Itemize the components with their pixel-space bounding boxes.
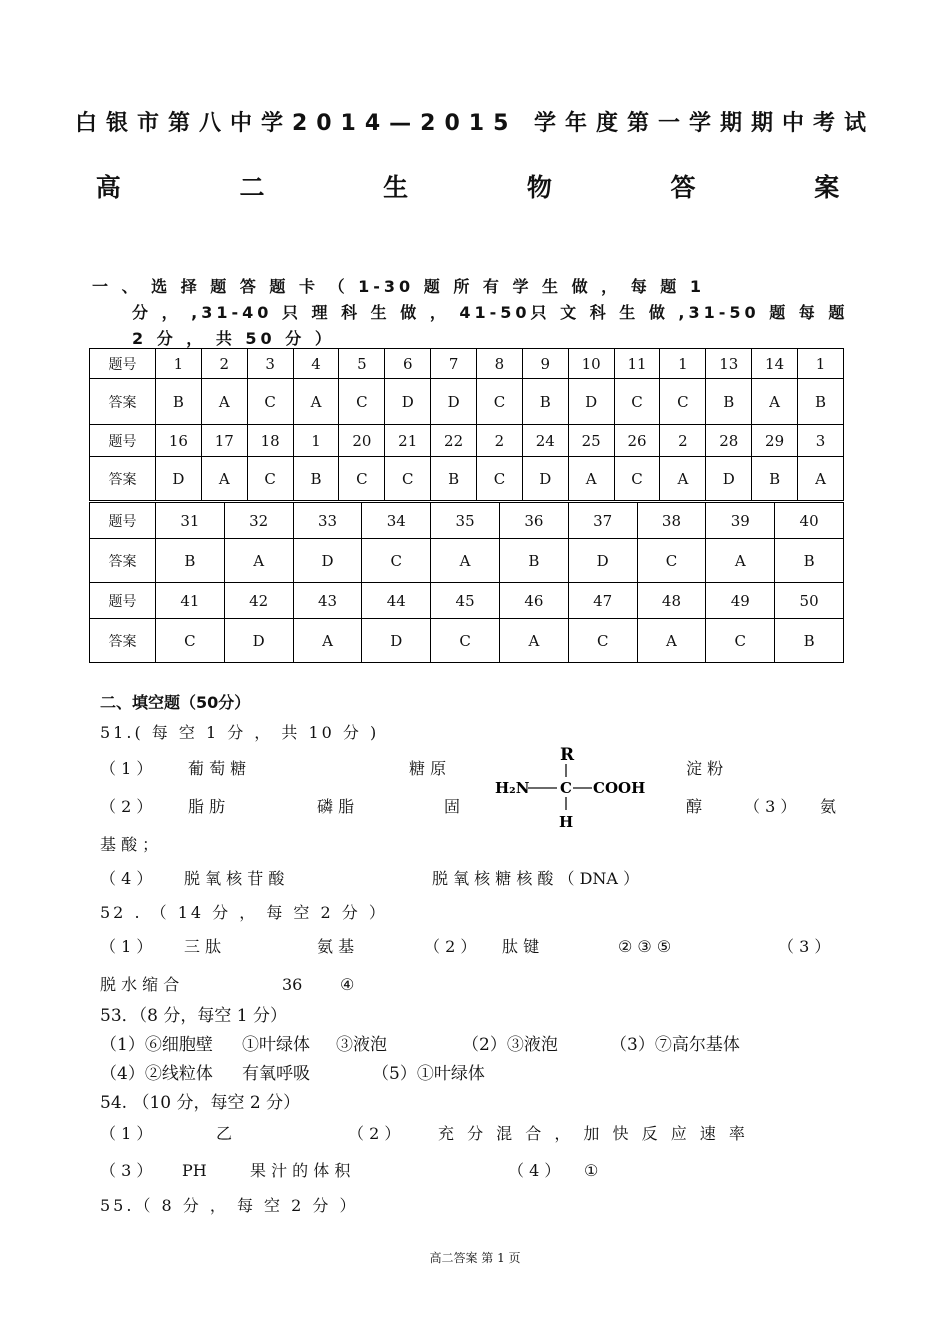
question-number-cell: 17 (201, 425, 247, 457)
row-label: 答案 (90, 379, 156, 425)
question-answer-cell: B (706, 379, 752, 425)
q53-line2-b: 有氧呼吸 (242, 1064, 310, 1084)
question-answer-cell: A (201, 379, 247, 425)
question-number-cell: 10 (568, 349, 614, 379)
question-answer-cell: C (385, 457, 431, 501)
q51-answer-sterol-part1: 固 (444, 797, 461, 816)
section1-heading-line1: 一 、 选 择 题 答 题 卡 （ 1-30 题 所 有 学 生 做 ， 每 题 1 (92, 277, 706, 296)
q53-line1-e: （3）⑦高尔基体 (610, 1035, 740, 1055)
question-number-cell: 37 (568, 503, 637, 539)
question-number-cell: 14 (752, 349, 798, 379)
table-row (90, 539, 844, 583)
question-answer-cell: A (201, 457, 247, 501)
answer-table-1-30 (89, 348, 844, 501)
q53-line1-a: （1）⑥细胞壁 (100, 1035, 213, 1055)
question-answer-cell: C (614, 379, 660, 425)
question-number-cell: 29 (752, 425, 798, 457)
question-answer-cell: A (568, 457, 614, 501)
q51-answer-fat: 脂 肪 (188, 797, 226, 816)
question-answer-cell: C (431, 619, 500, 663)
question-number-cell: 21 (385, 425, 431, 457)
question-number-cell: 33 (293, 503, 362, 539)
question-number-cell: 7 (431, 349, 477, 379)
q52-answer-amino-group: 氨 基 (317, 937, 355, 956)
question-number-cell: 26 (614, 425, 660, 457)
question-answer-cell: C (614, 457, 660, 501)
question-answer-cell: C (660, 379, 706, 425)
q55-heading: 55.（ 8 分 ， 每 空 2 分 ） (100, 1196, 359, 1215)
question-answer-cell: B (752, 457, 798, 501)
question-number-cell: 9 (522, 349, 568, 379)
question-answer-cell: D (568, 379, 614, 425)
table-row (90, 583, 844, 619)
q52-answer-tripeptide: 三 肽 (184, 937, 222, 956)
question-answer-cell: A (706, 539, 775, 583)
question-number-cell: 44 (362, 583, 431, 619)
section1-heading-line2: 分 ， ,31-40 只 理 科 生 做 ， 41-50只 文 科 生 做 ,31-50 题 每 题 (132, 303, 849, 322)
row-label: 题号 (90, 583, 156, 619)
q51-answer-amino-part1: 氨 (820, 797, 837, 816)
question-number-cell: 25 (568, 425, 614, 457)
question-number-cell: 50 (775, 583, 844, 619)
q53-line1-b: ①叶绿体 (242, 1035, 310, 1055)
q53-line1-c: ③液泡 (336, 1035, 387, 1055)
question-answer-cell: D (362, 619, 431, 663)
q51-answer-glycogen: 糖 原 (409, 759, 447, 778)
q54-answer-ph: PH (182, 1161, 207, 1180)
q51-answer-glucose: 葡 萄 糖 (188, 759, 247, 778)
answer-table-31-50 (89, 502, 844, 663)
question-number-cell: 8 (477, 349, 523, 379)
question-answer-cell: A (293, 619, 362, 663)
question-answer-cell: B (156, 379, 202, 425)
question-answer-cell: B (775, 619, 844, 663)
question-number-cell: 2 (477, 425, 523, 457)
question-number-cell: 16 (156, 425, 202, 457)
question-number-cell: 48 (637, 583, 706, 619)
question-number-cell: 3 (798, 425, 844, 457)
question-answer-cell: D (522, 457, 568, 501)
q51-answer-starch: 淀 粉 (686, 759, 724, 778)
question-answer-cell: C (477, 379, 523, 425)
q52-answer-positions: ② ③ ⑤ (618, 937, 672, 956)
question-number-cell: 45 (431, 583, 500, 619)
table-row (90, 503, 844, 539)
question-number-cell: 1 (798, 349, 844, 379)
question-answer-cell: C (362, 539, 431, 583)
question-answer-cell: C (706, 619, 775, 663)
question-answer-cell: C (477, 457, 523, 501)
question-number-cell: 22 (431, 425, 477, 457)
row-label: 答案 (90, 619, 156, 663)
formula-carboxyl-group: COOH (593, 779, 646, 797)
question-answer-cell: C (339, 457, 385, 501)
q51-line2-num3: （ 3 ） (744, 797, 797, 816)
question-answer-cell: D (568, 539, 637, 583)
question-answer-cell: D (224, 619, 293, 663)
question-answer-cell: B (156, 539, 225, 583)
q54-line1-num2: （ 2 ） (348, 1124, 401, 1143)
question-answer-cell: C (339, 379, 385, 425)
q53-line2-a: （4）②线粒体 (100, 1064, 213, 1084)
question-answer-cell: B (522, 379, 568, 425)
question-number-cell: 28 (706, 425, 752, 457)
q51-answer-dna: 脱 氧 核 糖 核 酸 （ DNA ） (432, 869, 640, 888)
question-answer-cell: B (499, 539, 568, 583)
row-label: 题号 (90, 503, 156, 539)
question-answer-cell: C (568, 619, 637, 663)
section1-heading (92, 274, 852, 352)
page-footer: 高二答案 第 1 页 (429, 1251, 521, 1265)
question-number-cell: 43 (293, 583, 362, 619)
question-answer-cell: A (431, 539, 500, 583)
q52-answer-4: ④ (340, 975, 355, 994)
question-number-cell: 2 (660, 425, 706, 457)
q51-answer-sterol-part2: 醇 (686, 797, 703, 816)
formula-r-group: R (560, 745, 575, 765)
q52-answer-dehydration: 脱 水 缩 合 (100, 975, 180, 994)
question-answer-cell: A (637, 619, 706, 663)
row-label: 答案 (90, 457, 156, 501)
formula-alpha-carbon: C (560, 779, 572, 797)
question-number-cell: 6 (385, 349, 431, 379)
question-number-cell: 46 (499, 583, 568, 619)
q51-heading: 51.( 每 空 1 分 ， 共 10 分 ) (100, 723, 380, 742)
table-row (90, 457, 844, 501)
question-number-cell: 40 (775, 503, 844, 539)
q54-answer-1: ① (584, 1161, 599, 1180)
question-answer-cell: C (637, 539, 706, 583)
question-number-cell: 41 (156, 583, 225, 619)
question-number-cell: 49 (706, 583, 775, 619)
section1-heading-line3: 2 分 ， 共 50 分 ） (132, 329, 335, 348)
question-number-cell: 38 (637, 503, 706, 539)
q52-line1-num3: （ 3 ） (778, 937, 831, 956)
question-answer-cell: A (499, 619, 568, 663)
q51-answer-phospholipid: 磷 脂 (317, 797, 355, 816)
question-number-cell: 2 (201, 349, 247, 379)
q54-answer-mix: 充 分 混 合 ， 加 快 反 应 速 率 (438, 1124, 749, 1143)
question-answer-cell: B (431, 457, 477, 501)
q52-answer-peptide-bond: 肽 键 (502, 937, 540, 956)
document-title: 白银市第八中学2014—2015 学年度第一学期期中考试 (74, 111, 876, 136)
question-number-cell: 35 (431, 503, 500, 539)
section2-heading: 二、填空题（50分） (100, 693, 251, 712)
question-number-cell: 13 (706, 349, 752, 379)
question-number-cell: 20 (339, 425, 385, 457)
q54-line2-num4: （ 4 ） (508, 1161, 561, 1180)
question-number-cell: 39 (706, 503, 775, 539)
question-answer-cell: D (385, 379, 431, 425)
question-answer-cell: A (752, 379, 798, 425)
question-answer-cell: B (293, 457, 339, 501)
question-answer-cell: A (293, 379, 339, 425)
amino-acid-formula-image (490, 743, 660, 833)
table-row (90, 619, 844, 663)
formula-amino-group: H₂N (495, 779, 530, 797)
question-number-cell: 18 (247, 425, 293, 457)
row-label: 题号 (90, 425, 156, 457)
q54-answer-yi: 乙 (216, 1124, 233, 1143)
q54-answer-juice-volume: 果 汁 的 体 积 (250, 1161, 351, 1180)
question-answer-cell: B (798, 379, 844, 425)
row-label: 题号 (90, 349, 156, 379)
row-label: 答案 (90, 539, 156, 583)
q52-line1-num2: （ 2 ） (424, 937, 477, 956)
question-number-cell: 1 (293, 425, 339, 457)
question-number-cell: 34 (362, 503, 431, 539)
q53-line1-d: （2）③液泡 (462, 1035, 558, 1055)
q52-line1-num1: （ 1 ） (100, 937, 153, 956)
question-number-cell: 3 (247, 349, 293, 379)
question-answer-cell: A (660, 457, 706, 501)
question-number-cell: 4 (293, 349, 339, 379)
q51-line2-num: （ 2 ） (100, 797, 153, 816)
q52-heading: 52 . （ 14 分 ， 每 空 2 分 ） (100, 903, 388, 922)
question-number-cell: 1 (156, 349, 202, 379)
question-number-cell: 47 (568, 583, 637, 619)
q54-line1-num1: （ 1 ） (100, 1124, 153, 1143)
table-row (90, 349, 844, 379)
q51-line1-num: （ 1 ） (100, 759, 153, 778)
question-number-cell: 36 (499, 503, 568, 539)
q53-line2-c: （5）①叶绿体 (372, 1064, 485, 1084)
question-answer-cell: D (706, 457, 752, 501)
question-number-cell: 32 (224, 503, 293, 539)
question-number-cell: 1 (660, 349, 706, 379)
document-subtitle: 高 二 生 物 答 案 (95, 173, 895, 202)
question-answer-cell: C (247, 379, 293, 425)
q54-heading: 54. （10 分，每空 2 分） (100, 1093, 301, 1113)
question-number-cell: 24 (522, 425, 568, 457)
q53-heading: 53．（8 分，每空 1 分） (100, 1006, 287, 1026)
formula-hydrogen: H (559, 813, 574, 831)
q54-line2-num3: （ 3 ） (100, 1161, 153, 1180)
question-number-cell: 31 (156, 503, 225, 539)
question-answer-cell: B (775, 539, 844, 583)
q51-answer-amino-part2: 基 酸 ； (100, 835, 159, 854)
q51-line4-num: （ 4 ） (100, 869, 153, 888)
question-number-cell: 5 (339, 349, 385, 379)
table-row (90, 425, 844, 457)
question-answer-cell: D (156, 457, 202, 501)
question-number-cell: 42 (224, 583, 293, 619)
question-answer-cell: D (293, 539, 362, 583)
question-answer-cell: C (247, 457, 293, 501)
question-answer-cell: D (431, 379, 477, 425)
question-answer-cell: A (798, 457, 844, 501)
table-row (90, 379, 844, 425)
question-answer-cell: A (224, 539, 293, 583)
question-number-cell: 11 (614, 349, 660, 379)
q52-answer-36: 36 (282, 975, 303, 994)
question-answer-cell: C (156, 619, 225, 663)
q51-answer-deoxynucleotide: 脱 氧 核 苷 酸 (184, 869, 285, 888)
